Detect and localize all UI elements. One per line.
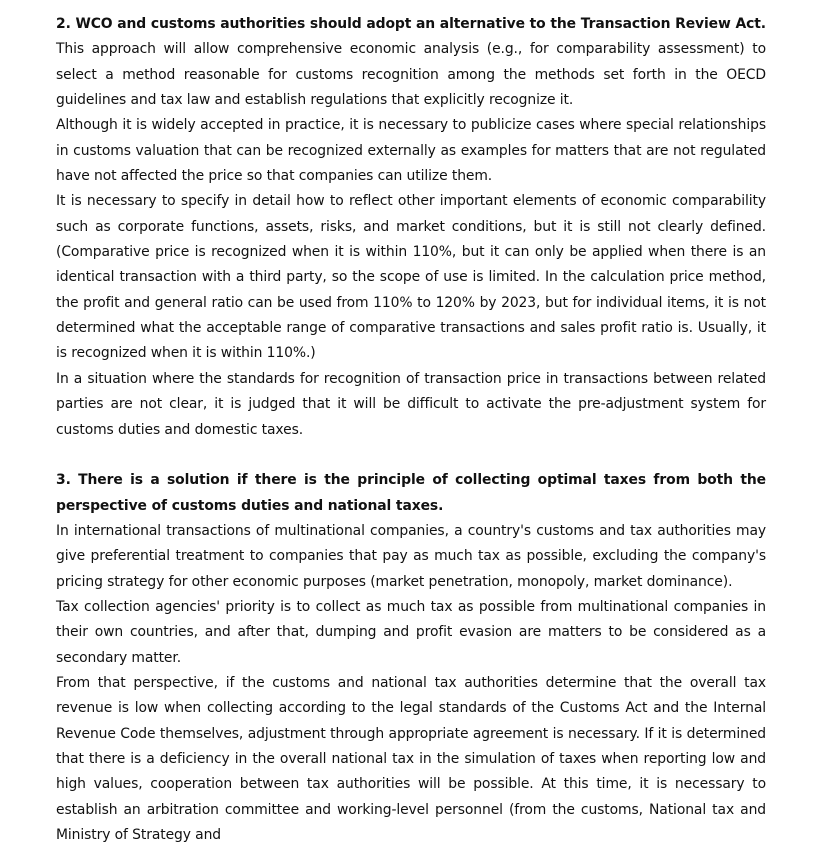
- paragraph: From that perspective, if the customs and national tax authorities determine that the overall tax revenue is low when collecting according to the legal standards of the Customs Act and the Internal Revenue Code themselves, adjustment through appropriate agreement is necessary. If it is determined that there is a deficiency in the overall national tax in the simulation of taxes when reporting low and high values, cooperation between tax authorities will be possible. At this time, it is necessary to establish an arbitration committee and working-level personnel (from the customs, National tax and Ministry of Strategy and: [56, 674, 766, 843]
- section-spacer: [56, 443, 766, 468]
- paragraph: Tax collection agencies' priority is to collect as much tax as possible from multinational companies in their own countries, and after that, dumping and profit evasion are matters to be considered as a secondary matter.: [56, 598, 766, 666]
- paragraph: It is necessary to specify in detail how to reflect other important elements of economic comparability such as corporate functions, assets, risks, and market conditions, but it is still not clearly defined. (Comparative price is recognized when it is within 110%, but it can only be applied when there is an identical transaction with a third party, so the scope of use is limited. In the calculation price method, the profit and general ratio can be used from 110% to 120% by 2023, but for individual items, it is not determined what the acceptable range of comparative transactions and sales profit ratio is. Usually, it is recognized when it is within 110%.): [56, 193, 766, 362]
- section-2: [56, 12, 766, 443]
- paragraph: In a situation where the standards for recognition of transaction price in transactions between related parties are not clear, it is judged that it will be difficult to activate the pre-adjustment system for customs duties and domestic taxes.: [56, 370, 766, 438]
- section-heading: 3. There is a solution if there is the principle of collecting optimal taxes from both the perspective of customs duties and national taxes.: [56, 472, 766, 514]
- section-3: [56, 468, 766, 848]
- section-heading: 2. WCO and customs authorities should adopt an alternative to the Transaction Review Act.: [56, 16, 766, 32]
- paragraph: This approach will allow comprehensive economic analysis (e.g., for comparability assessment) to select a method reasonable for customs recognition among the methods set forth in the OECD guidelines and tax law and establish regulations that explicitly recognize it.: [56, 41, 766, 109]
- document-body: [56, 12, 766, 848]
- paragraph: Although it is widely accepted in practice, it is necessary to publicize cases where special relationships in customs valuation that can be recognized externally as examples for matters that are not regulated have not affected the price so that companies can utilize them.: [56, 117, 766, 185]
- paragraph: In international transactions of multinational companies, a country's customs and tax authorities may give preferential treatment to companies that pay as much tax as possible, excluding the company's pricing strategy for other economic purposes (market penetration, monopoly, market dominance).: [56, 522, 766, 590]
